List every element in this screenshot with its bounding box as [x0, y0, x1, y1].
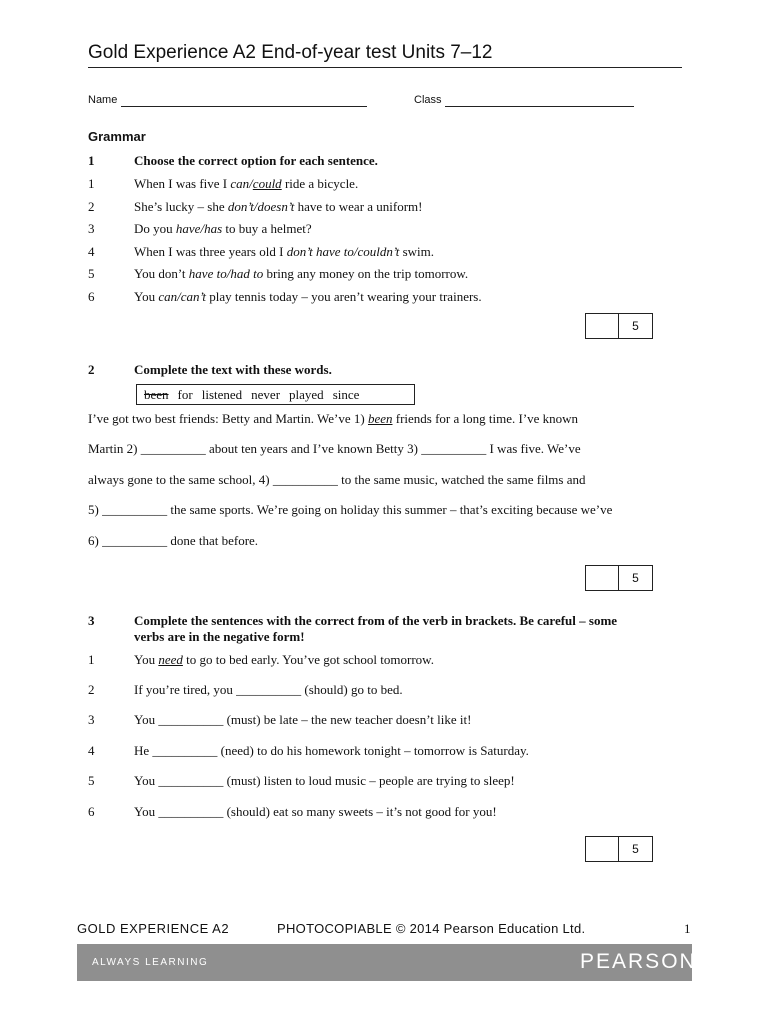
- option-separator: /: [249, 176, 253, 191]
- option-a[interactable]: don’t: [227, 199, 254, 214]
- option-a[interactable]: have to: [188, 266, 227, 281]
- item-sentence: [134, 221, 312, 237]
- item-number: 2: [88, 682, 95, 697]
- score-box-q1: [585, 313, 653, 339]
- item-sentence: [134, 652, 434, 668]
- item-number: 1: [88, 176, 95, 191]
- text-segment: to buy a helmet?: [222, 221, 312, 236]
- score-max: 5: [632, 571, 639, 585]
- option-b[interactable]: doesn’t: [257, 199, 295, 214]
- title-divider: [88, 67, 682, 68]
- score-entry[interactable]: [586, 314, 619, 338]
- example-answer: been: [367, 411, 393, 426]
- word-item: been: [144, 386, 169, 402]
- text-line-4: 5) __________ the same sports. We’re going on holiday this summer – that’s exciting because we’ve: [88, 502, 613, 517]
- word-item: listened: [201, 386, 243, 402]
- score-entry[interactable]: [586, 566, 619, 590]
- item-number: 6: [88, 804, 95, 819]
- text-segment: I’ve got two best friends: Betty and Martin. We’ve 1): [88, 411, 368, 426]
- option-a[interactable]: can: [158, 289, 178, 304]
- option-separator: /: [226, 266, 231, 281]
- item-sentence: [134, 176, 358, 192]
- text-line-1: [88, 411, 578, 427]
- option-a[interactable]: can: [230, 176, 250, 191]
- option-b[interactable]: could: [252, 176, 282, 191]
- item-number: 4: [88, 743, 95, 758]
- section-heading: Grammar: [88, 129, 146, 144]
- text-segment: When I was three years old I: [134, 244, 287, 259]
- option-separator: /: [177, 289, 181, 304]
- question-3-instruction-cont: verbs are in the negative form!: [134, 629, 305, 644]
- score-box-q2: [585, 565, 653, 591]
- score-box-q3: [585, 836, 653, 862]
- text-segment: Do you: [134, 221, 176, 236]
- footer-copyright: PHOTOCOPIABLE © 2014 Pearson Education Ltd.: [277, 921, 586, 936]
- item-sentence: You __________ (must) be late – the new teacher doesn’t like it!: [134, 712, 472, 727]
- class-label: Class: [414, 94, 442, 106]
- item-number: 1: [88, 652, 95, 667]
- text-segment: swim.: [399, 244, 435, 259]
- word-box: [136, 384, 415, 405]
- text-segment: She’s lucky – she: [134, 199, 228, 214]
- item-number: 6: [88, 289, 95, 304]
- page-number: 1: [684, 921, 691, 936]
- word-item: since: [332, 386, 360, 402]
- word-item: never: [251, 386, 281, 402]
- item-sentence: He __________ (need) to do his homework tonight – tomorrow is Saturday.: [134, 743, 529, 758]
- text-segment: You: [134, 652, 159, 667]
- option-b[interactable]: had to: [230, 266, 264, 281]
- option-separator: /: [353, 244, 358, 259]
- text-line-3: always gone to the same school, 4) __________ to the same music, watched the same films and: [88, 472, 586, 487]
- item-sentence: If you’re tired, you __________ (should) go to bed.: [134, 682, 403, 697]
- word-item: played: [289, 386, 324, 402]
- text-segment: to go to bed early. You’ve got school tomorrow.: [182, 652, 434, 667]
- text-segment: ride a bicycle.: [281, 176, 359, 191]
- banner-tagline: ALWAYS LEARNING: [92, 957, 209, 968]
- item-number: 4: [88, 244, 95, 259]
- question-2-instruction: Complete the text with these words.: [134, 362, 332, 377]
- example-answer: need: [158, 652, 183, 667]
- text-segment: When I was five I: [134, 176, 231, 191]
- option-a[interactable]: have: [175, 221, 201, 236]
- text-segment: play tennis today – you aren’t wearing your trainers.: [206, 289, 482, 304]
- option-separator: /: [200, 221, 205, 236]
- item-number: 3: [88, 712, 95, 727]
- item-number: 5: [88, 773, 95, 788]
- score-max: 5: [632, 319, 639, 333]
- item-sentence: [134, 199, 423, 215]
- text-segment: have to wear a uniform!: [294, 199, 423, 214]
- option-b[interactable]: has: [204, 221, 223, 236]
- name-field[interactable]: [121, 106, 367, 107]
- option-separator: /: [253, 199, 258, 214]
- item-number: 5: [88, 266, 95, 281]
- class-field[interactable]: [445, 106, 634, 107]
- question-3-number: 3: [88, 613, 95, 628]
- question-1-instruction: Choose the correct option for each sentence.: [134, 153, 378, 168]
- option-b[interactable]: couldn’t: [357, 244, 400, 259]
- option-a[interactable]: don’t have to: [286, 244, 354, 259]
- text-segment: friends for a long time. I’ve known: [392, 411, 579, 426]
- name-label: Name: [88, 94, 118, 106]
- item-number: 3: [88, 221, 95, 236]
- item-sentence: [134, 266, 468, 282]
- text-segment: You don’t: [134, 266, 189, 281]
- item-number: 2: [88, 199, 95, 214]
- option-b[interactable]: can’t: [180, 289, 207, 304]
- text-segment: You: [134, 289, 159, 304]
- score-entry[interactable]: [586, 837, 619, 861]
- question-2-number: 2: [88, 362, 95, 377]
- item-sentence: [134, 289, 482, 305]
- question-1-number: 1: [88, 153, 95, 168]
- text-segment: bring any money on the trip tomorrow.: [263, 266, 469, 281]
- text-line-5: 6) __________ done that before.: [88, 533, 259, 548]
- page-title: Gold Experience A2 End-of-year test Units 7–12: [88, 42, 493, 63]
- text-line-2: Martin 2) __________ about ten years and I’ve known Betty 3) __________ I was five. We’ve: [88, 441, 581, 456]
- question-3-instruction: Complete the sentences with the correct from of the verb in brackets. Be careful – some: [134, 613, 618, 628]
- item-sentence: You __________ (must) listen to loud music – people are trying to sleep!: [134, 773, 515, 788]
- item-sentence: [134, 244, 434, 260]
- footer-book-title: GOLD EXPERIENCE A2: [77, 921, 230, 936]
- word-item: for: [177, 386, 193, 402]
- item-sentence: You __________ (should) eat so many sweets – it’s not good for you!: [134, 804, 497, 819]
- brand-logo: PEARSON: [580, 950, 697, 973]
- score-max: 5: [632, 842, 639, 856]
